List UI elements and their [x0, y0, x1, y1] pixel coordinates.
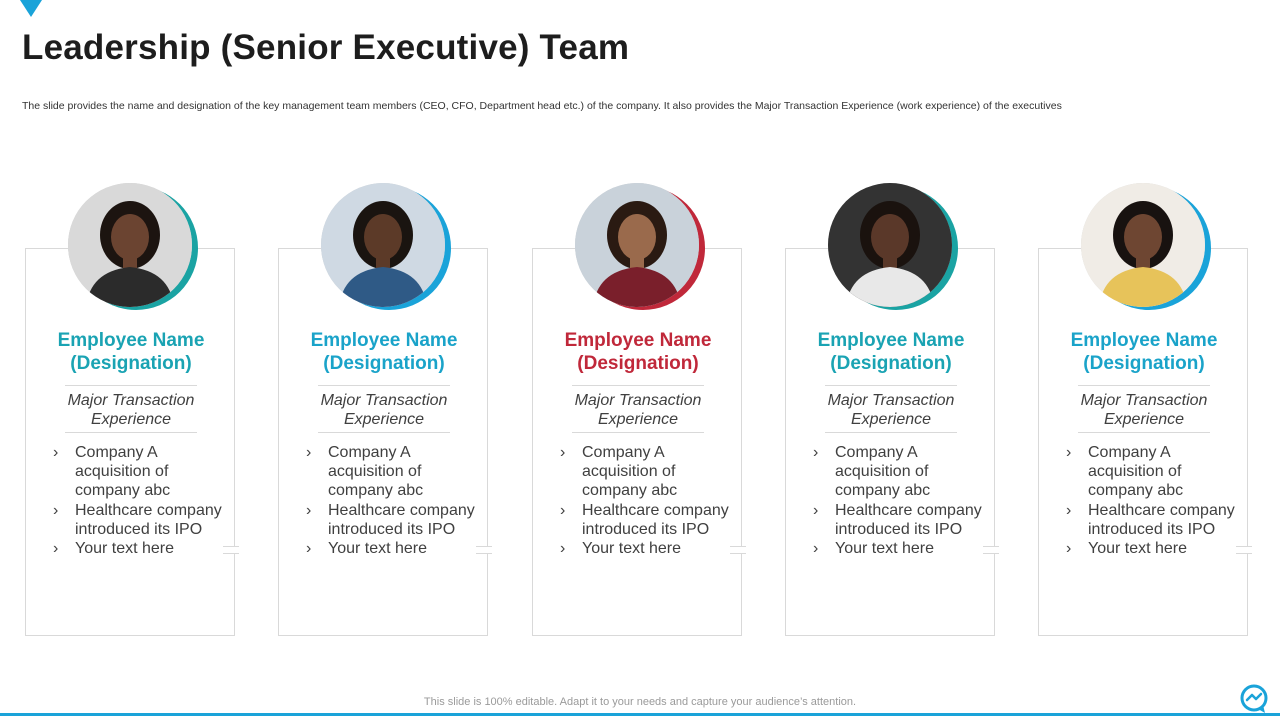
person-silhouette-icon: [575, 183, 699, 307]
employee-name: Employee Name: [310, 330, 458, 351]
employee-name: Employee Name: [817, 330, 965, 351]
employee-name: Employee Name: [1070, 330, 1218, 351]
employee-card: [23, 183, 278, 636]
list-item-text: Your text here: [835, 540, 935, 558]
chevron-right-icon: ›: [813, 540, 819, 558]
person-silhouette-icon: [68, 183, 192, 307]
list-item: [1066, 539, 1246, 558]
experience-heading: [318, 385, 450, 433]
avatar: [321, 183, 445, 307]
person-silhouette-icon: [828, 183, 952, 307]
corner-triangle-icon: [20, 0, 42, 17]
chevron-right-icon: ›: [813, 444, 819, 461]
experience-heading-line: Experience: [1103, 411, 1185, 428]
list-item-text: Your text here: [75, 540, 175, 558]
list-item-text: Your text here: [582, 540, 682, 558]
experience-heading-line: Major Transaction: [574, 392, 702, 409]
employee-name-block: [23, 329, 239, 375]
chevron-right-icon: ›: [560, 501, 566, 519]
experience-list: [813, 443, 993, 558]
list-item-text: Company A acquisition of company abc: [1088, 444, 1184, 500]
employee-name-block: [1036, 329, 1252, 375]
experience-heading-line: Experience: [597, 411, 679, 428]
list-item-text: Company A acquisition of company abc: [75, 444, 171, 500]
experience-heading-line: Experience: [90, 411, 172, 428]
list-item: [560, 443, 740, 501]
employee-designation: (Designation): [577, 353, 699, 374]
list-item: [306, 539, 486, 558]
experience-heading-line: Major Transaction: [827, 392, 955, 409]
experience-list: [306, 443, 486, 558]
slide-title: Leadership (Senior Executive) Team: [22, 28, 630, 67]
list-item-text: Healthcare company introduced its IPO: [1088, 501, 1235, 538]
employee-name: Employee Name: [57, 330, 205, 351]
employee-photo: [575, 183, 707, 309]
experience-heading-line: Experience: [850, 411, 932, 428]
chevron-right-icon: ›: [306, 501, 312, 519]
employee-photo: [68, 183, 200, 309]
list-item-text: Company A acquisition of company abc: [328, 444, 424, 500]
employee-card: [276, 183, 531, 636]
avatar: [828, 183, 952, 307]
employee-card: [783, 183, 1038, 636]
footer-note: This slide is 100% editable. Adapt it to your needs and capture your audience’s attention.: [423, 696, 857, 708]
list-item: [53, 443, 233, 501]
list-item-text: Healthcare company introduced its IPO: [328, 501, 475, 538]
chevron-right-icon: ›: [560, 444, 566, 461]
list-item: [306, 501, 486, 539]
list-item: [813, 539, 993, 558]
employee-designation: (Designation): [830, 353, 952, 374]
chevron-right-icon: ›: [1066, 501, 1072, 519]
avatar: [1081, 183, 1205, 307]
list-item-text: Company A acquisition of company abc: [582, 444, 678, 500]
experience-heading: [572, 385, 704, 433]
list-item: [53, 501, 233, 539]
experience-list: [560, 443, 740, 558]
chevron-right-icon: ›: [53, 444, 59, 461]
list-item-text: Healthcare company introduced its IPO: [582, 501, 729, 538]
employee-name-block: [783, 329, 999, 375]
employee-designation: (Designation): [1083, 353, 1205, 374]
chevron-right-icon: ›: [306, 540, 312, 558]
employee-name-block: [530, 329, 746, 375]
brand-logo-icon: [1238, 683, 1270, 715]
employee-name: Employee Name: [564, 330, 712, 351]
list-item: [1066, 443, 1246, 501]
list-item: [813, 443, 993, 501]
employee-card: [1036, 183, 1280, 636]
list-item: [560, 539, 740, 558]
list-item-text: Your text here: [328, 540, 428, 558]
experience-heading: [1078, 385, 1210, 433]
list-item-text: Your text here: [1088, 540, 1188, 558]
slide-subtitle: The slide provides the name and designation of the key management team members (CEO, CFO, Department head etc.) of the company. It also provides the Major Transaction Experience (work experience) of the executives: [22, 100, 1062, 112]
employee-photo: [1081, 183, 1213, 309]
chevron-right-icon: ›: [1066, 444, 1072, 461]
experience-heading-line: Major Transaction: [1080, 392, 1208, 409]
list-item: [306, 443, 486, 501]
employee-photo: [828, 183, 960, 309]
employee-photo: [321, 183, 453, 309]
list-item-text: Healthcare company introduced its IPO: [835, 501, 982, 538]
list-item-text: Healthcare company introduced its IPO: [75, 501, 222, 538]
list-item: [53, 539, 233, 558]
employee-name-block: [276, 329, 492, 375]
list-item: [1066, 501, 1246, 539]
person-silhouette-icon: [321, 183, 445, 307]
list-item: [560, 501, 740, 539]
footer-divider: [0, 713, 1280, 716]
chevron-right-icon: ›: [813, 501, 819, 519]
list-item: [813, 501, 993, 539]
chevron-right-icon: ›: [53, 540, 59, 558]
experience-heading: [825, 385, 957, 433]
avatar: [575, 183, 699, 307]
experience-list: [1066, 443, 1246, 558]
experience-heading-line: Major Transaction: [320, 392, 448, 409]
experience-heading-line: Experience: [343, 411, 425, 428]
avatar: [68, 183, 192, 307]
employee-card: [530, 183, 785, 636]
chevron-right-icon: ›: [306, 444, 312, 461]
person-silhouette-icon: [1081, 183, 1205, 307]
chevron-right-icon: ›: [560, 540, 566, 558]
employee-designation: (Designation): [70, 353, 192, 374]
experience-list: [53, 443, 233, 558]
experience-heading-line: Major Transaction: [67, 392, 195, 409]
chevron-right-icon: ›: [53, 501, 59, 519]
employee-designation: (Designation): [323, 353, 445, 374]
list-item-text: Company A acquisition of company abc: [835, 444, 931, 500]
chevron-right-icon: ›: [1066, 540, 1072, 558]
experience-heading: [65, 385, 197, 433]
